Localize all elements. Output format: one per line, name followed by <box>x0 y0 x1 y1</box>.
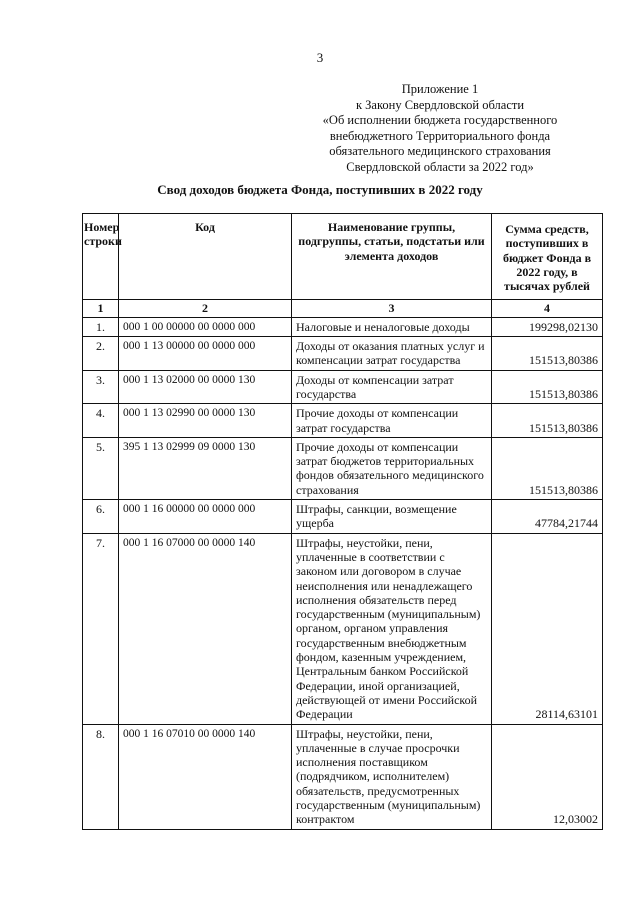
appendix-line: обязательного медицинского страхования <box>329 144 551 158</box>
row-number: 5. <box>83 437 119 499</box>
row-name: Штрафы, неустойки, пени, уплаченные в соответствии с законом или договором в случае неисполнения или ненадлежащего исполнения обязательств перед государственным (муниципальным) органом, органом управления государственным внебюджетным фондом, казенным учреждением, Центральным банком Российской Федерации, иной организацией, действующей от имени Российской Федерации <box>292 533 492 724</box>
row-number: 1. <box>83 317 119 336</box>
row-name: Прочие доходы от компенсации затрат государства <box>292 404 492 438</box>
row-code: 000 1 00 00000 00 0000 000 <box>119 317 292 336</box>
row-number: 6. <box>83 500 119 534</box>
income-table <box>82 213 603 830</box>
row-amount: 199298,02130 <box>492 317 603 336</box>
row-code: 000 1 16 07010 00 0000 140 <box>119 724 292 829</box>
row-code: 000 1 16 00000 00 0000 000 <box>119 500 292 534</box>
header-name: Наименование группы, подгруппы, статьи, подстатьи или элемента доходов <box>292 214 492 300</box>
row-code: 000 1 13 02000 00 0000 130 <box>119 370 292 404</box>
row-number: 4. <box>83 404 119 438</box>
table-row <box>83 317 603 336</box>
column-number: 1 <box>83 300 119 317</box>
appendix-line: внебюджетного Территориального фонда <box>329 128 551 143</box>
row-name: Штрафы, неустойки, пени, уплаченные в случае просрочки исполнения поставщиком (подрядчиком, исполнителем) обязательств, предусмотренных государственным (муниципальным) контрактом <box>292 724 492 829</box>
table-row <box>83 337 603 371</box>
header-code: Код <box>119 214 292 300</box>
row-number: 8. <box>83 724 119 829</box>
table-row <box>83 370 603 404</box>
row-amount: 151513,80386 <box>492 337 603 371</box>
row-number: 3. <box>83 370 119 404</box>
header-row-number: Номер строки <box>83 214 119 300</box>
row-name: Доходы от оказания платных услуг и компенсации затрат государства <box>292 337 492 371</box>
column-number-row <box>83 300 603 317</box>
row-amount: 28114,63101 <box>492 533 603 724</box>
column-number: 3 <box>292 300 492 317</box>
table-row <box>83 724 603 829</box>
row-code: 000 1 13 00000 00 0000 000 <box>119 337 292 371</box>
column-number: 2 <box>119 300 292 317</box>
row-name: Штрафы, санкции, возмещение ущерба <box>292 500 492 534</box>
row-name: Налоговые и неналоговые доходы <box>292 317 492 336</box>
appendix-line: к Закону Свердловской области <box>355 97 525 112</box>
table-row <box>83 437 603 499</box>
row-name: Доходы от компенсации затрат государства <box>292 370 492 404</box>
row-code: 000 1 16 07000 00 0000 140 <box>119 533 292 724</box>
table-row <box>83 404 603 438</box>
row-number: 7. <box>83 533 119 724</box>
table-header-row <box>83 214 603 300</box>
column-number: 4 <box>492 300 603 317</box>
table-row <box>83 500 603 534</box>
row-amount: 151513,80386 <box>492 437 603 499</box>
row-name: Прочие доходы от компенсации затрат бюджетов территориальных фондов обязательного медицинского страхования <box>292 437 492 499</box>
appendix-line: Приложение 1 <box>401 82 479 96</box>
row-amount: 151513,80386 <box>492 370 603 404</box>
document-title: Свод доходов бюджета Фонда, поступивших в 2022 году <box>157 182 483 197</box>
row-number: 2. <box>83 337 119 371</box>
row-code: 395 1 13 02999 09 0000 130 <box>119 437 292 499</box>
appendix-header <box>290 82 590 175</box>
row-code: 000 1 13 02990 00 0000 130 <box>119 404 292 438</box>
page-number: 3 <box>316 50 324 65</box>
row-amount: 151513,80386 <box>492 404 603 438</box>
table-row <box>83 533 603 724</box>
row-amount: 12,03002 <box>492 724 603 829</box>
appendix-line: Свердловской области за 2022 год» <box>346 159 534 174</box>
header-amount: Сумма средств, поступивших в бюджет Фонда в 2022 году, в тысячах рублей <box>492 214 603 300</box>
appendix-line: «Об исполнении бюджета государственного <box>322 113 558 127</box>
row-amount: 47784,21744 <box>492 500 603 534</box>
